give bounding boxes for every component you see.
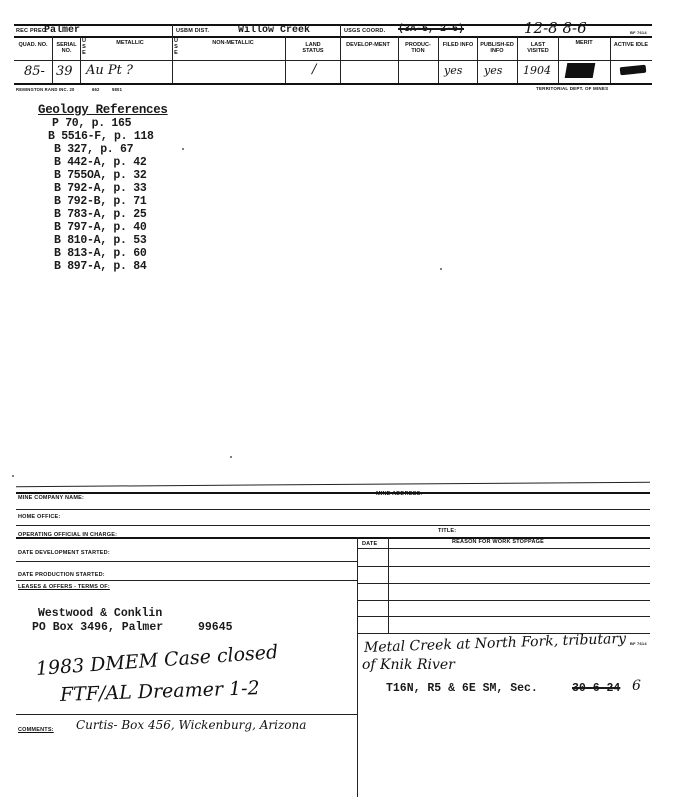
active-idle-mark [620, 65, 647, 76]
col-last-visited: LAST VISITED [527, 42, 549, 54]
published-info-value: yes [484, 64, 503, 77]
col-published-info: PUBLISH-ED INFO [480, 42, 514, 54]
territorial-dept: TERRITORIAL DEPT. OF MINES [536, 86, 609, 91]
location-line-1: Metal Creek at North Fork, tributary [363, 630, 627, 656]
ref-item: B 813-A, p. 60 [54, 247, 147, 260]
col-filed-info: FILED INFO [442, 42, 474, 48]
printer-code-2: 5801 [112, 87, 123, 92]
ref-item: B 810-A, p. 53 [54, 234, 147, 247]
date-production-started-label: DATE PRODUCTION STARTED: [18, 572, 105, 578]
ref-item: P 70, p. 165 [52, 117, 132, 130]
merit-redaction [565, 63, 596, 78]
usbm-dist-label: USBM DIST. [176, 28, 210, 34]
lessee-address: PO Box 3496, Palmer [32, 621, 164, 634]
col-active-idle: ACTIVE IDLE [613, 42, 649, 48]
geology-title: Geology References [38, 103, 168, 117]
ref-item: B 792-A, p. 33 [54, 182, 147, 195]
comments-label: COMMENTS: [18, 727, 54, 733]
location-line-2: of Knik River [362, 657, 455, 673]
usgs-coord-label: USGS COORD. [344, 28, 386, 34]
filed-info-value: yes [444, 64, 463, 77]
lessee-zip: 99645 [198, 621, 233, 634]
right-form-number: BF 7614 [630, 641, 647, 646]
reason-column-header: REASON FOR WORK STOPPAGE [452, 539, 544, 545]
case-note-line-2: FTF/AL Dreamer 1-2 [59, 677, 260, 706]
printer-code-1: 662 [92, 87, 100, 92]
mine-address-label: MINE ADDRESS: [376, 491, 423, 497]
col-metallic: METALLIC [116, 40, 144, 46]
col-nonmetallic: NON-METALLIC [212, 40, 254, 46]
metallic-value: Au Pt ? [86, 63, 133, 78]
col-use-metallic: U S E [82, 38, 86, 56]
ref-item: B 755OA, p. 32 [54, 169, 147, 182]
ref-item: B 783-A, p. 25 [54, 208, 147, 221]
mine-company-name-label: MINE COMPANY NAME: [18, 495, 85, 501]
usgs-coord-value: (3A-5, 2-6) [398, 24, 465, 35]
col-land-status: LAND STATUS [302, 42, 324, 54]
col-production: PRODUC-TION [405, 42, 431, 54]
rec-prec-value: Palmer [44, 25, 81, 36]
ref-item: B 327, p. 67 [54, 143, 134, 156]
serial-no-value: 39 [56, 64, 73, 79]
printer-line: REMINGTON RAND INC. 20 [16, 87, 75, 92]
section-struck: 30-6-24 [572, 682, 621, 695]
case-note-line-1: 1983 DMEM Case closed [35, 641, 279, 680]
ref-item: B 442-A, p. 42 [54, 156, 147, 169]
ref-item: B 797-A, p. 40 [54, 221, 147, 234]
ref-item: B 5516-F, p. 118 [48, 130, 154, 143]
ref-item: B 792-B, p. 71 [54, 195, 147, 208]
township-range: T16N, R5 & 6E SM, Sec. [386, 682, 538, 695]
home-office-label: HOME OFFICE: [18, 514, 61, 520]
quad-no-value: 85- [24, 64, 45, 79]
form-number: BF 7614 [630, 30, 647, 35]
comments-value: Curtis- Box 456, Wickenburg, Arizona [76, 718, 307, 732]
leases-offers-label: LEASES & OFFERS - TERMS OF: [18, 584, 110, 590]
col-use-nonmetallic: U S E [174, 38, 178, 56]
usgs-coord-handwritten: 12-8 8-6 [524, 19, 587, 37]
usbm-dist-value: Willow Creek [238, 25, 311, 36]
date-development-started-label: DATE DEVELOPMENT STARTED: [18, 550, 110, 556]
date-column-header: DATE [362, 541, 378, 547]
ref-item: B 897-A, p. 84 [54, 260, 147, 273]
section-handwritten: 6 [632, 678, 641, 694]
operating-official-label: OPERATING OFFICIAL IN CHARGE: [18, 532, 118, 538]
last-visited-value: 1904 [523, 64, 551, 77]
col-quad-no: QUAD. NO. [18, 42, 48, 48]
col-merit: MERIT [575, 40, 593, 46]
col-development: DEVELOP-MENT [346, 42, 390, 48]
rec-prec-label: REC PREC. [16, 28, 48, 34]
lessee-name: Westwood & Conklin [38, 607, 163, 620]
land-status-value: / [312, 62, 317, 77]
title-label: TITLE: [438, 528, 457, 534]
col-serial-no: SERIAL NO. [56, 42, 77, 54]
